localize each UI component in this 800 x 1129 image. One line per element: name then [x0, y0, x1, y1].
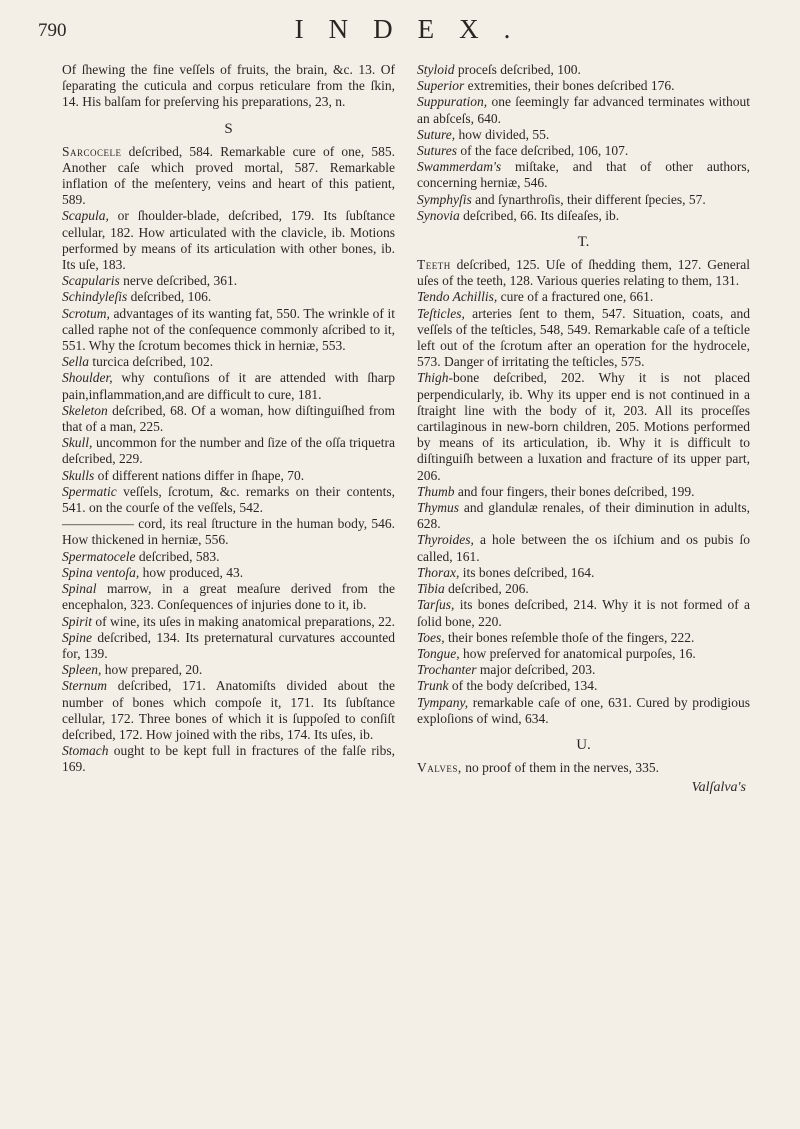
index-entry	[417, 581, 750, 597]
letter-heading: S	[224, 120, 233, 137]
catchword: Valſalva's	[691, 780, 746, 796]
index-entry	[62, 662, 395, 678]
entry-text: no proof of them in the nerves, 335.	[461, 759, 660, 775]
entry-headword: Thymus	[417, 500, 460, 516]
entry-headword: Thorax,	[417, 564, 460, 580]
index-entry	[417, 159, 750, 191]
index-entry	[62, 306, 395, 355]
entry-headword: Spermatocele	[62, 548, 136, 564]
entry-headword: Styloid	[417, 62, 455, 77]
entry-text: deſcribed, 125. Uſe of ſhedding them, 127. General uſes of the teeth, 128. Various queries relating to them, 131.	[417, 257, 750, 289]
entry-headword: Thigh-	[417, 370, 454, 386]
entry-headword: Skull,	[62, 435, 93, 451]
entry-text: miſtake, and that of other authors, concerning herniæ, 546.	[417, 159, 750, 191]
index-entry	[62, 484, 395, 516]
entry-headword: Trunk	[417, 678, 449, 694]
entry-text: Of ſhewing the fine veſſels of fruits, the brain, &c. 13. Of ſeparating the cuticula and corpus reticulare from the ſkin, 14. His balſam for preſerving his preparations, 23, n.	[62, 62, 395, 110]
entry-headword: Tarſus,	[417, 597, 455, 613]
entry-text: cord, its real ſtructure in the human body, 546. How thickened in herniæ, 556.	[62, 516, 395, 548]
index-entry	[417, 695, 750, 727]
entry-headword: Thyroides,	[417, 532, 474, 548]
index-entry	[62, 614, 395, 630]
entry-text: deſcribed, 206.	[444, 581, 529, 597]
entry-text: and four fingers, their bones deſcribed, 199.	[454, 483, 695, 499]
index-entry	[62, 549, 395, 565]
entry-text: their bones reſemble thoſe of the fingers, 222.	[444, 629, 695, 645]
entry-headword: Spleen,	[62, 662, 102, 678]
page-number: 790	[38, 20, 67, 41]
entry-headword: Tympany,	[417, 694, 469, 710]
entry-headword: Skulls	[62, 467, 95, 483]
index-entry	[417, 143, 750, 159]
entry-text: deſcribed, 66. Its diſeaſes, ib.	[459, 207, 620, 223]
entry-headword: Suppuration,	[417, 94, 488, 110]
letter-heading: T.	[577, 234, 590, 251]
entry-headword: Teſticles,	[417, 305, 465, 321]
index-entry	[417, 208, 750, 224]
entry-headword: Synovia	[417, 207, 460, 223]
entry-text: uncommon for the number and ſize of the oſſa triquetra deſcribed, 229.	[62, 435, 395, 467]
index-entry	[62, 516, 395, 548]
index-entry	[417, 289, 750, 305]
entry-text: one ſeemingly far advanced terminates without an abſceſs, 640.	[417, 94, 750, 126]
entry-headword: Scrotum,	[62, 305, 110, 321]
index-entry	[417, 257, 750, 289]
index-entry	[62, 581, 395, 613]
entry-headword: Spermatic	[62, 483, 117, 499]
index-entry	[62, 743, 395, 775]
index-entry	[62, 678, 395, 743]
entry-text: its bones deſcribed, 164.	[459, 564, 595, 580]
entry-headword: Superior	[417, 78, 465, 94]
index-entry	[62, 435, 395, 467]
entry-headword: Scapularis	[62, 273, 120, 289]
index-entry	[417, 62, 750, 78]
letter-heading: U.	[576, 736, 591, 753]
page-header	[38, 14, 762, 50]
entry-text: and ſynarthroſis, their different ſpecies, 57.	[471, 191, 706, 207]
entry-text: why contuſions of it are attended with ſharp pain,inflammation,and are difficult to cure, 181.	[62, 370, 395, 402]
entry-text: and glandulæ renales, of their diminution in adults, 628.	[417, 500, 750, 532]
entry-text: deſcribed, 171. Anatomiſts divided about the number of bones which compoſe it, 171. Its ſubſtance cellular, 172. Three bones of which it is ſuppoſed to conſiſt deſcribed, 172. How joined with the ribs, 174. Its uſes, ib.	[62, 678, 395, 742]
index-entry	[417, 127, 750, 143]
entry-headword: Valves,	[417, 759, 462, 775]
entry-headword: Tendo Achillis,	[417, 289, 498, 305]
running-head: INDEX.	[294, 14, 536, 44]
entry-headword: Symphyſis	[417, 191, 472, 207]
index-entry	[417, 192, 750, 208]
entry-text: deſcribed, 583.	[135, 548, 220, 564]
index-entry	[417, 565, 750, 581]
entry-text: marrow, in a great meaſure derived from the encephalon, 323. Conſequences of injuries done to it, ib.	[62, 581, 395, 613]
entry-text: how preſerved for anatomical purpoſes, 16.	[459, 645, 696, 661]
index-entry	[417, 646, 750, 662]
entry-headword: Spirit	[62, 613, 93, 629]
entry-text: bone deſcribed, 202. Why it is not placed perpendicularly, ib. Why its upper end is not continued in a ſtraight line with the body of it, 203. All its proceſſes cartilaginous in new-born children, 205. Motions performed by means of its articulation, ib. Why it is difficult to diſtinguiſh between a luxation and fracture of its upper part, 206.	[417, 370, 750, 483]
index-entry	[417, 597, 750, 629]
entry-text: how divided, 55.	[455, 126, 550, 142]
entry-text: of different nations differ in ſhape, 70.	[94, 467, 305, 483]
index-entry	[62, 565, 395, 581]
entry-headword: Thumb	[417, 483, 455, 499]
entry-headword: Skeleton	[62, 402, 108, 418]
index-entry	[417, 306, 750, 371]
entry-headword: Suture,	[417, 126, 456, 142]
entry-text: extremities, their bones deſcribed 176.	[464, 78, 675, 94]
index-entry	[62, 289, 395, 305]
entry-text: deſcribed, 68. Of a woman, how diſtinguiſhed from that of a man, 225.	[62, 402, 395, 435]
entry-headword: Trochanter	[417, 662, 477, 678]
entry-text: cure of a fractured one, 661.	[497, 289, 654, 305]
entry-headword: Teeth	[417, 257, 451, 273]
entry-text: a hole between the os iſchium and os pubis ſo called, 161.	[417, 532, 750, 564]
right-column	[417, 62, 750, 796]
index-entry	[417, 532, 750, 564]
index-entry	[417, 78, 750, 94]
entry-text: of wine, its uſes in making anatomical preparations, 22.	[92, 613, 395, 629]
entry-headword: Schindyleſis	[62, 289, 128, 305]
entry-text: of the face deſcribed, 106, 107.	[457, 143, 629, 159]
index-entry	[62, 208, 395, 273]
index-entry	[62, 144, 395, 209]
entry-text: turcica deſcribed, 102.	[89, 354, 214, 370]
entry-text: ought to be kept full in fractures of the falſe ribs, 169.	[62, 743, 395, 775]
entry-headword: Spinal	[62, 581, 97, 597]
index-entry	[62, 630, 395, 662]
entry-headword: Swammerdam's	[417, 159, 502, 175]
entry-headword: Stomach	[62, 743, 109, 759]
index-entry	[62, 468, 395, 484]
entry-headword: Spina ventoſa,	[62, 564, 140, 580]
entry-text: its bones deſcribed, 214. Why it is not formed of a ſolid bone, 220.	[417, 597, 750, 629]
entry-text: arteries ſent to them, 547. Situation, coats, and veſſels of the teſticles, 548, 549. Remarkable caſe of a teſticle left out of the ſcrotum after an operation for the hydrocele, 573. Danger of irritating the teſticles, 575.	[417, 305, 750, 370]
index-entry	[62, 273, 395, 289]
index-entry	[62, 62, 395, 111]
entry-headword: Tongue,	[417, 645, 460, 661]
entry-headword: Spine	[62, 629, 92, 645]
index-entry	[417, 662, 750, 678]
index-entry	[417, 370, 750, 483]
index-columns	[62, 62, 762, 796]
index-entry	[62, 370, 395, 402]
entry-headword: Tibia	[417, 581, 445, 597]
entry-headword: Toes,	[417, 629, 445, 645]
entry-headword: ——————	[62, 516, 135, 532]
index-entry	[62, 403, 395, 435]
entry-text: veſſels, ſcrotum, &c. remarks on their contents, 541. on the courſe of the veſſels, 542.	[62, 483, 395, 516]
index-entry	[417, 760, 750, 776]
entry-headword: Sutures	[417, 143, 457, 159]
entry-headword: Sarcocele	[62, 143, 122, 159]
entry-headword: Sella	[62, 354, 89, 370]
index-entry	[417, 94, 750, 126]
index-entry	[417, 484, 750, 500]
entry-text: deſcribed, 106.	[127, 289, 212, 305]
entry-text: how prepared, 20.	[101, 662, 203, 678]
entry-text: advantages of its wanting fat, 550. The wrinkle of it called raphe not of the conſequence commonly aſcribed to it, 551. Why the ſcrotum becomes thick in herniæ, 553.	[62, 305, 395, 354]
entry-text: how produced, 43.	[139, 564, 244, 580]
left-column	[62, 62, 395, 796]
entry-text: of the body deſcribed, 134.	[448, 678, 598, 694]
entry-text: deſcribed, 584. Remarkable cure of one, 585. Another caſe which proved mortal, 587. Remarkable inflation of the meſentery, veins and heart of this patient, 589.	[62, 143, 395, 208]
index-entry	[417, 678, 750, 694]
entry-text: nerve deſcribed, 361.	[119, 273, 238, 289]
entry-text: remarkable caſe of one, 631. Cured by prodigious exploſions of wind, 634.	[417, 694, 750, 726]
index-entry	[62, 354, 395, 370]
entry-text: major deſcribed, 203.	[476, 662, 596, 678]
index-entry	[417, 630, 750, 646]
entry-headword: Sternum	[62, 678, 107, 694]
entry-text: deſcribed, 134. Its preternatural curvatures accounted for, 139.	[62, 629, 395, 661]
entry-text: or ſhoulder-blade, deſcribed, 179. Its ſubſtance cellular, 182. How articulated with the clavicle, ib. Motions performed by means of its articulation with other bones, ib. Its uſe, 183.	[62, 208, 395, 273]
index-entry	[417, 500, 750, 532]
entry-headword: Scapula,	[62, 208, 109, 224]
entry-headword: Shoulder,	[62, 370, 113, 386]
entry-text: proceſs deſcribed, 100.	[454, 62, 581, 77]
